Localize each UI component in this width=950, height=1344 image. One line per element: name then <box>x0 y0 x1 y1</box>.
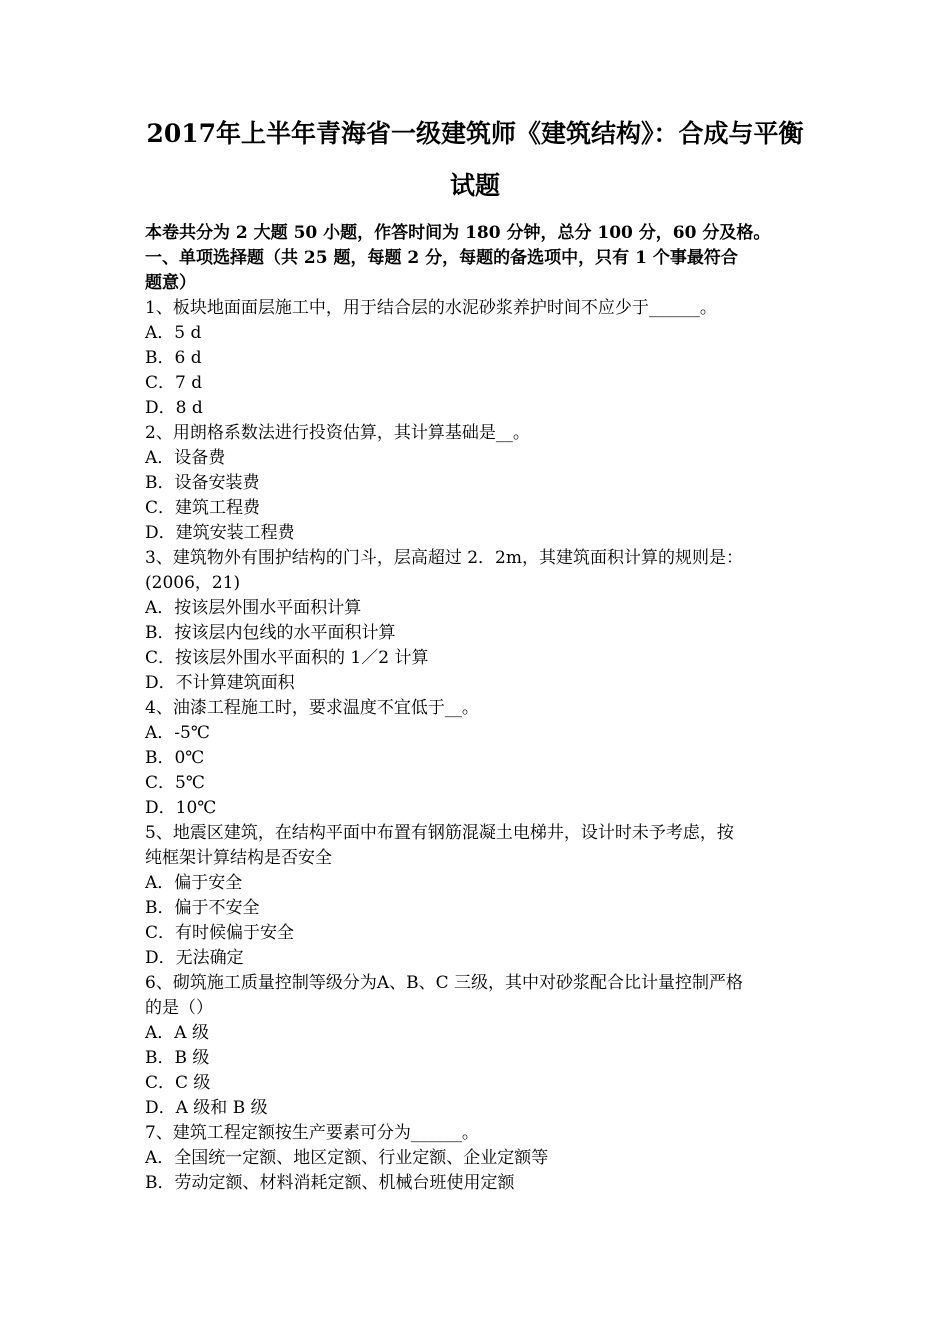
question-1-option-b: B．6 d <box>145 348 202 368</box>
question-1-option-d: D．8 d <box>145 398 203 418</box>
question-4-option-c: C．5℃ <box>145 773 205 793</box>
question-5-stem-line-2: 纯框架计算结构是否安全 <box>145 848 332 868</box>
question-3-option-a: A．按该层外围水平面积计算 <box>145 598 362 618</box>
question-7-option-a: A．全国统一定额、地区定额、行业定额、企业定额等 <box>145 1148 549 1168</box>
question-5-option-b: B．偏于不安全 <box>145 898 260 918</box>
question-7-stem: 7、建筑工程定额按生产要素可分为______。 <box>145 1123 479 1143</box>
question-2-option-c: C．建筑工程费 <box>145 498 261 518</box>
question-4-option-b: B．0℃ <box>145 748 205 768</box>
question-5-option-a: A．偏于安全 <box>145 873 243 893</box>
document-body <box>145 221 813 1196</box>
section-heading-line-2: 题意） <box>145 273 196 293</box>
question-1-stem: 1、板块地面面层施工中，用于结合层的水泥砂浆养护时间不应少于______。 <box>145 298 717 318</box>
document-title-line-2: 试题 <box>449 171 500 200</box>
question-1-option-a: A．5 d <box>145 323 202 343</box>
question-1-option-c: C．7 d <box>145 373 203 393</box>
question-2-option-a: A．设备费 <box>145 448 226 468</box>
question-4-stem: 4、油漆工程施工时，要求温度不宜低于__。 <box>145 698 479 718</box>
question-3-option-c: C．按该层外围水平面积的 1／2 计算 <box>145 648 429 668</box>
question-5-option-d: D．无法确定 <box>145 948 244 968</box>
question-4-option-d: D．10℃ <box>145 798 217 818</box>
question-6-stem-line-1: 6、砌筑施工质量控制等级分为A、B、C 三级，其中对砂浆配合比计量控制严格 <box>145 973 743 993</box>
question-3-stem-line-1: 3、建筑物外有围护结构的门斗，层高超过 2．2m，其建筑面积计算的规则是： <box>145 548 743 568</box>
section-heading-line-1: 一、单项选择题（共 25 题，每题 2 分，每题的备选项中，只有 1 个事最符合 <box>145 248 738 268</box>
question-3-option-b: B．按该层内包线的水平面积计算 <box>145 623 396 643</box>
document-title-line-1: 2017年上半年青海省一级建筑师《建筑结构》：合成与平衡 <box>146 119 804 148</box>
question-5-option-c: C．有时候偏于安全 <box>145 923 295 943</box>
question-4-option-a: A．-5℃ <box>145 723 210 743</box>
question-6-option-a: A．A 级 <box>145 1023 209 1043</box>
question-7-option-b: B．劳动定额、材料消耗定额、机械台班使用定额 <box>145 1173 515 1193</box>
question-2-option-b: B．设备安装费 <box>145 473 260 493</box>
question-5-stem-line-1: 5、地震区建筑，在结构平面中布置有钢筋混凝土电梯井，设计时未予考虑，按 <box>145 823 734 843</box>
question-3-option-d: D．不计算建筑面积 <box>145 673 295 693</box>
question-3-stem-line-2: (2006，21) <box>145 573 241 593</box>
question-6-stem-line-2: 的是（） <box>145 998 213 1018</box>
exam-intro: 本卷共分为 2 大题 50 小题，作答时间为 180 分钟，总分 100 分，60 分及格。 <box>145 223 771 243</box>
question-6-option-b: B．B 级 <box>145 1048 210 1068</box>
question-6-option-c: C．C 级 <box>145 1073 211 1093</box>
question-2-stem: 2、用朗格系数法进行投资估算，其计算基础是__。 <box>145 423 530 443</box>
question-2-option-d: D．建筑安装工程费 <box>145 523 295 543</box>
question-6-option-d: D．A 级和 B 级 <box>145 1098 268 1118</box>
